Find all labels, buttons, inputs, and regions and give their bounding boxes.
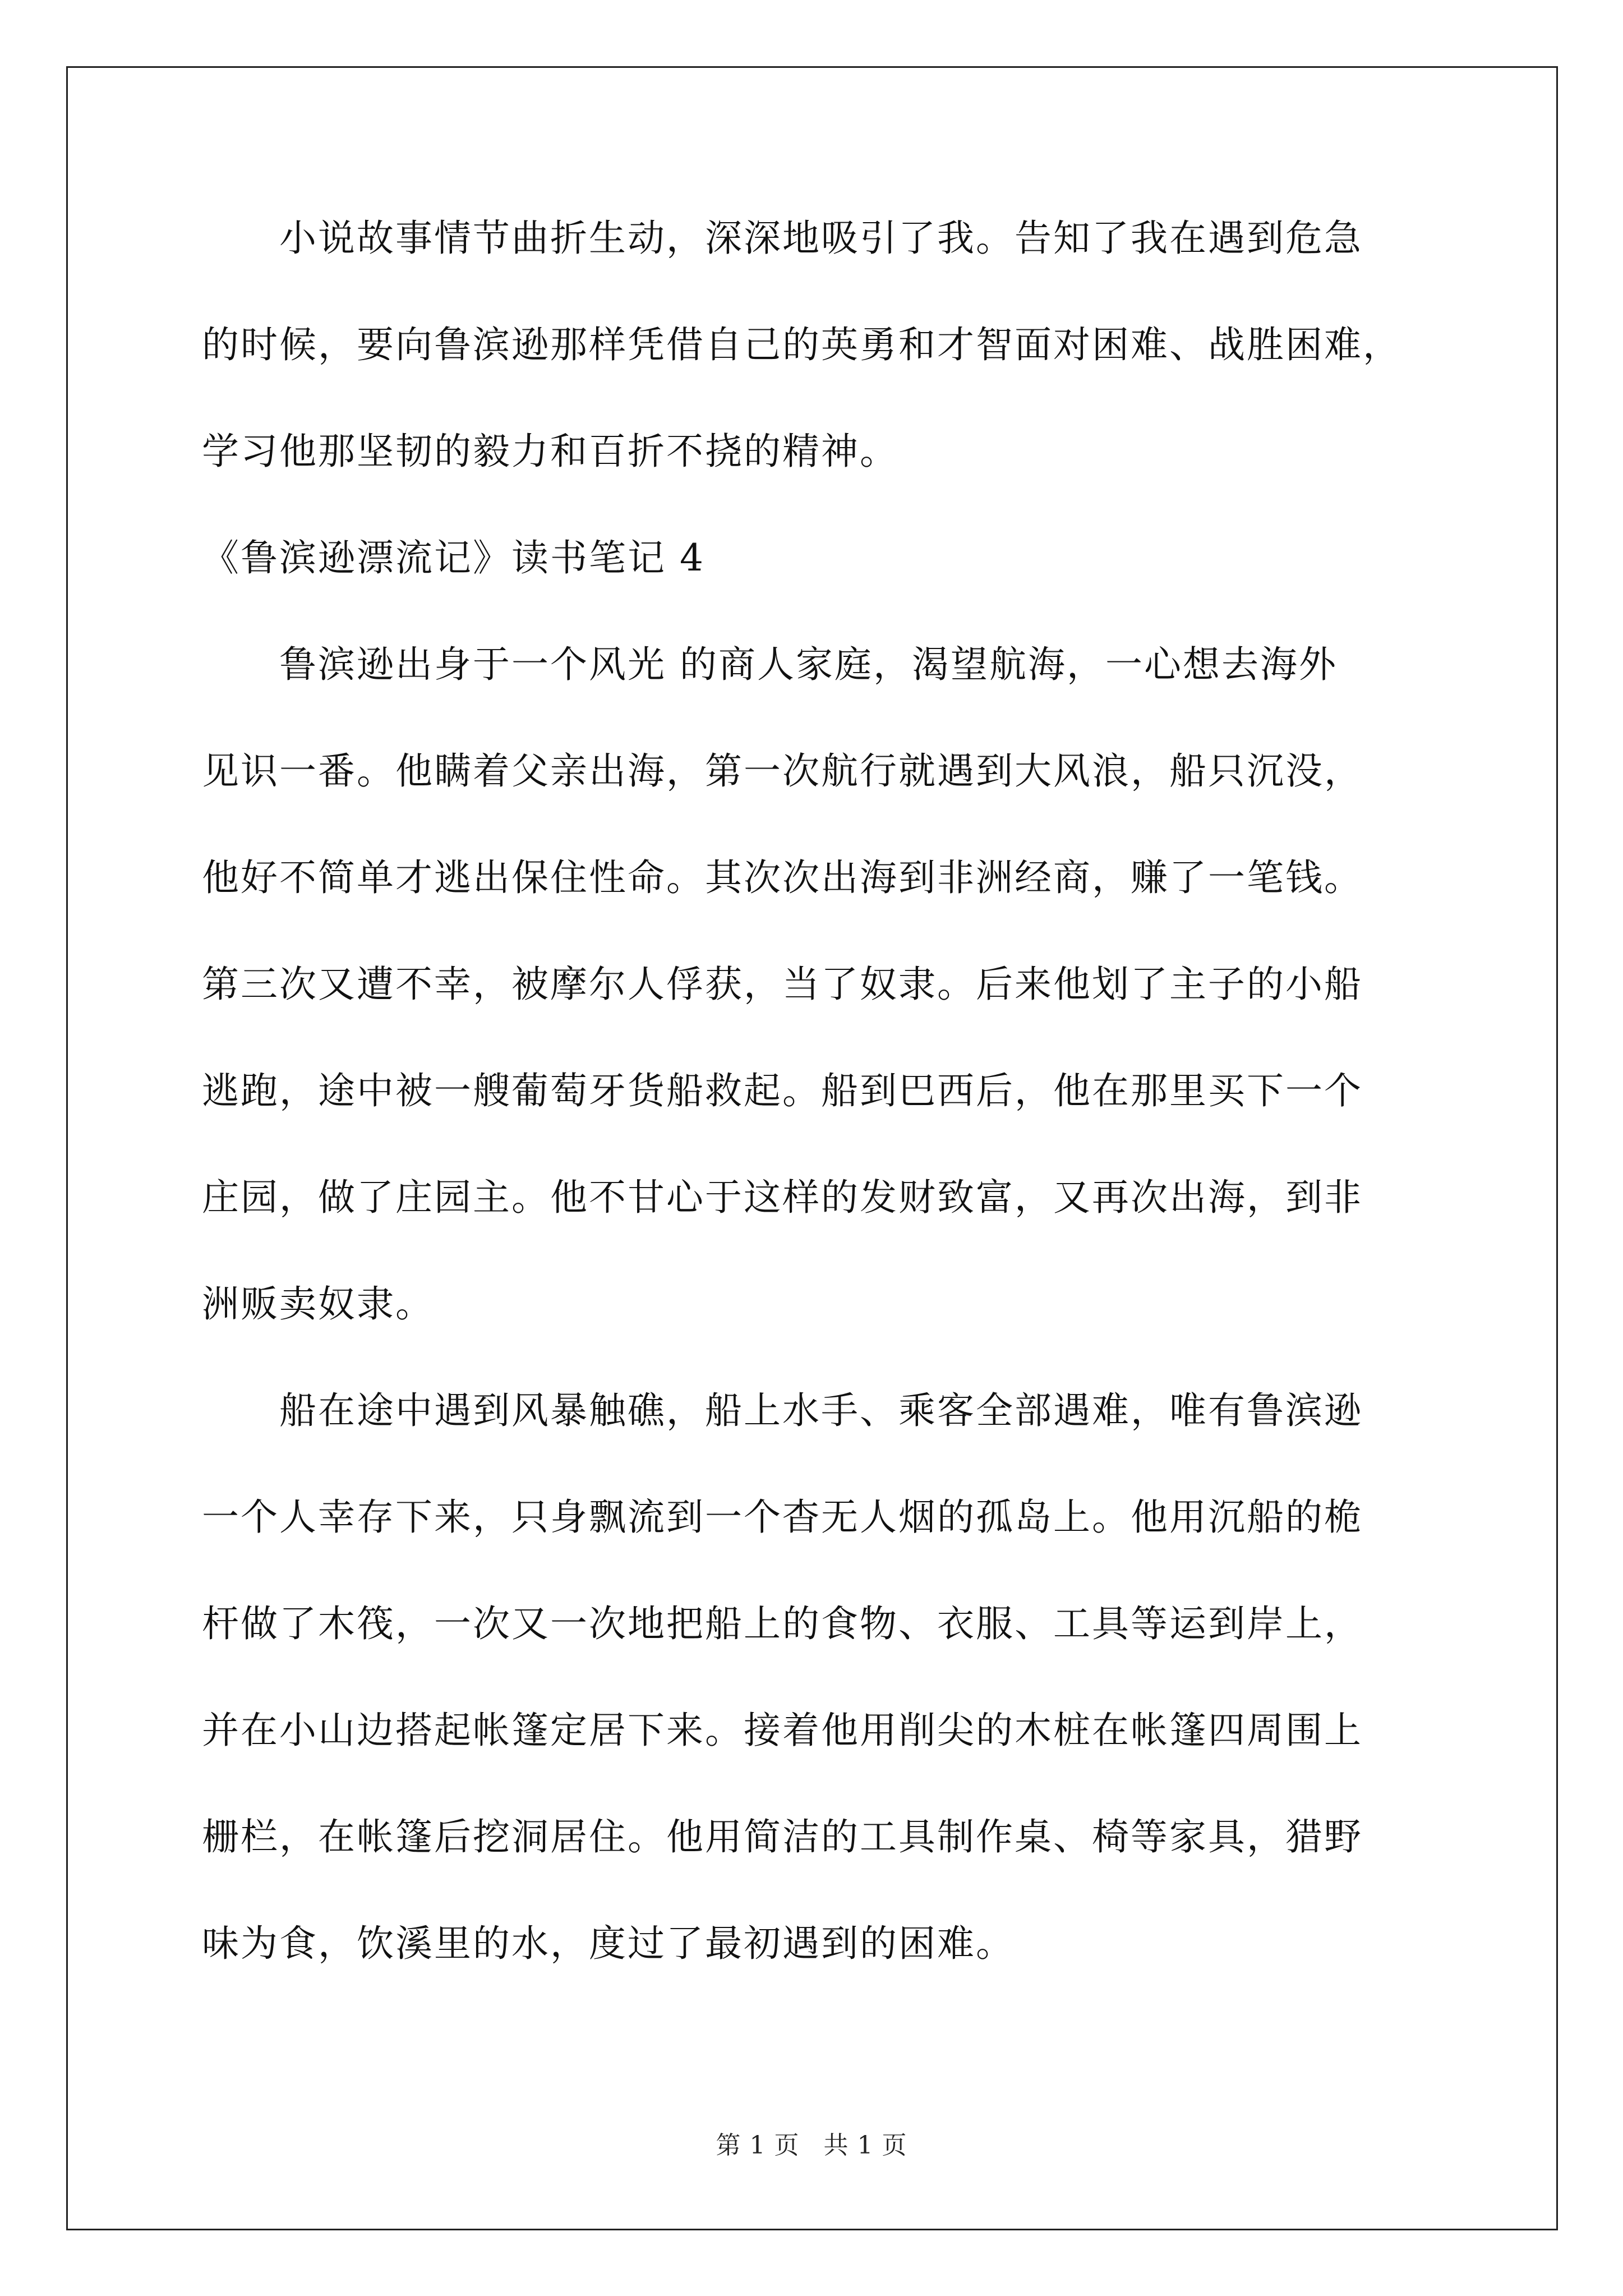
paragraph-line: 小说故事情节曲折生动，深深地吸引了我。告知了我在遇到危急 <box>202 217 1363 260</box>
paragraph-line: 逃跑，途中被一艘葡萄牙货船救起。船到巴西后，他在那里买下一个 <box>202 1069 1363 1112</box>
paragraph-line: 学习他那坚韧的毅力和百折不挠的精神。 <box>202 430 898 473</box>
heading-text: 《鲁滨逊漂流记》读书笔记 4 <box>202 536 705 579</box>
paragraph-line: 栅栏，在帐篷后挖洞居住。他用简洁的工具制作桌、椅等家具，猎野 <box>202 1815 1363 1858</box>
paragraph-line: 一个人幸存下来，只身飘流到一个杳无人烟的孤岛上。他用沉船的桅 <box>202 1496 1363 1539</box>
paragraph-line: 味为食，饮溪里的水，度过了最初遇到的困难。 <box>202 1922 1015 1965</box>
paragraph-line: 杆做了木筏，一次又一次地把船上的食物、衣服、工具等运到岸上， <box>202 1602 1363 1645</box>
paragraph-line: 洲贩卖奴隶。 <box>202 1282 434 1326</box>
page-border <box>66 66 1558 2230</box>
paragraph-line: 他好不简单才逃出保住性命。其次次出海到非洲经商，赚了一笔钱。 <box>202 856 1363 899</box>
page-total: 共 1 页 <box>823 2131 907 2160</box>
page-footer <box>0 2129 1623 2162</box>
paragraph-line: 的时候，要向鲁滨逊那样凭借自己的英勇和才智面对困难、战胜困难， <box>202 323 1401 366</box>
paragraph-line: 庄园，做了庄园主。他不甘心于这样的发财致富，又再次出海，到非 <box>202 1176 1363 1219</box>
paragraph-line: 船在途中遇到风暴触礁，船上水手、乘客全部遇难，唯有鲁滨逊 <box>202 1389 1363 1432</box>
paragraph-line: 见识一番。他瞒着父亲出海，第一次航行就遇到大风浪，船只沉没， <box>202 749 1363 793</box>
paragraph-line: 第三次又遭不幸，被摩尔人俘获，当了奴隶。后来他划了主子的小船 <box>202 963 1363 1006</box>
paragraph-line: 并在小山边搭起帐篷定居下来。接着他用削尖的木桩在帐篷四周围上 <box>202 1709 1363 1752</box>
page-number: 第 1 页 <box>716 2131 800 2160</box>
paragraph-line: 鲁滨逊出身于一个风光 的商人家庭，渴望航海，一心想去海外 <box>202 643 1338 686</box>
